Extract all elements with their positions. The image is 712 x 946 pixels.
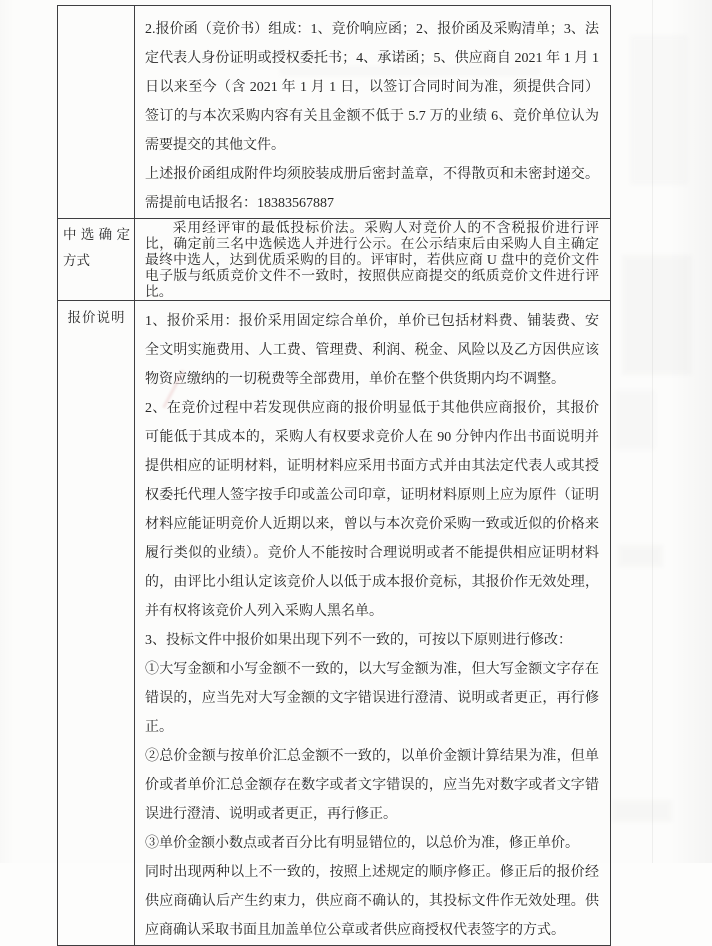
paragraph-quotation-composition: 2.报价函（竞价书）组成：1、竞价响应函；2、报价函及采购清单；3、法定代表人身份证明或授权委托书；4、承诺函；5、供应商自 2021 年 1 月 1 日以来至今（含 2021 年 1 月 1 日，以签订合同时间为准，须提供合同）签订的与本次采购内容有关且金额不低于 5.7 万的业绩 6、竞价单位认为需要提交的其他文件。: [145, 22, 599, 153]
selection-method-cell: [135, 219, 611, 301]
table-row-selection-method: [58, 219, 611, 301]
table-row-quotation-notes: [58, 301, 611, 946]
paragraph-correction-rule-1: ①大写金额和小写金额不一致的，以大写金额为准，但大写金额文字存在错误的，应当先对大写金额的文字错误进行澄清、说明或者更正，再行修正。: [145, 662, 599, 735]
row-label-empty: [58, 6, 135, 219]
paragraph-correction-rule-3: ③单价金额小数点或者百分比有明显错位的，以总价为准，修正单价。: [145, 836, 579, 851]
paragraph-pricing-basis: 1、报价采用：报价采用固定综合单价，单价已包括材料费、铺装费、安全文明实施费用、人工费、管理费、利润、税金、风险以及乙方因供应该物资应缴纳的一切税费等全部费用，单价在整个供货期内均不调整。: [145, 314, 599, 387]
quotation-composition-cell: [135, 6, 611, 219]
scan-artifact: [622, 255, 692, 375]
paragraph-correction-intro: 3、投标文件中报价如果出现下列不一致的，可按以下原则进行修改：: [145, 633, 572, 648]
procurement-terms-table: [57, 5, 611, 946]
table-row-quotation-composition: [58, 6, 611, 219]
paragraph-correction-rule-2: ②总价金额与按单价汇总金额不一致的，以单价金额计算结果为准，但单价或者单价汇总金额存在数字或者文字错误的，应当先对数字或者文字错误进行澄清、说明或者更正，再行修正。: [145, 749, 599, 822]
scan-fold-line: [652, 0, 653, 863]
quotation-notes-cell: [135, 301, 611, 946]
row-label-selection-method: 中选确定方式: [58, 219, 135, 301]
scan-artifact: [612, 800, 672, 822]
scan-artifact: [615, 390, 655, 450]
paragraph-below-cost-rule: 2、在竞价过程中若发现供应商的报价明显低于其他供应商报价，其报价可能低于其成本的，采购人有权要求竞价人在 90 分钟内作出书面说明并提供相应的证明材料，证明材料应采用书面方式并由其法定代表人或其授权委托代理人签字按手印或盖公司印章，证明材料原则上应为原件（证明材料应能证明竞价人近期以来，曾以与本次竞价采购一致或近似的价格来履行类似的业绩）。竞价人不能按时合理说明或者不能提供相应证明材料的，由评比小组认定该竞价人以低于成本报价竞标，其报价作无效处理，并有权将该竞价人列入采购人黑名单。: [145, 401, 599, 619]
paragraph-selection-method: 采用经评审的最低投标价法。采购人对竞价人的不含税报价进行评比，确定前三名中选候选人并进行公示。在公示结束后由采购人自主确定最终中选人，达到优质采购的目的。评审时，若供应商 U 盘中的竞价文件电子版与纸质竞价文件不一致时，按照供应商提交的纸质竞价文件进行评比。: [145, 220, 599, 299]
scan-artifact: [618, 545, 663, 567]
paragraph-correction-order: 同时出现两种以上不一致的，按照上述规定的顺序修正。修正后的报价经供应商确认后产生约束力，供应商不确认的，其投标文件作无效处理。供应商确认采取书面且加盖单位公章或者供应商授权代表签字的方式。: [145, 865, 599, 938]
scan-artifact: [630, 35, 688, 185]
paragraph-binding-and-phone: 上述报价函组成附件均须胶装成册后密封盖章，不得散页和未密封递交。需提前电话报名：18383567887: [145, 167, 599, 211]
row-label-quotation-notes: 报价说明: [58, 301, 135, 946]
